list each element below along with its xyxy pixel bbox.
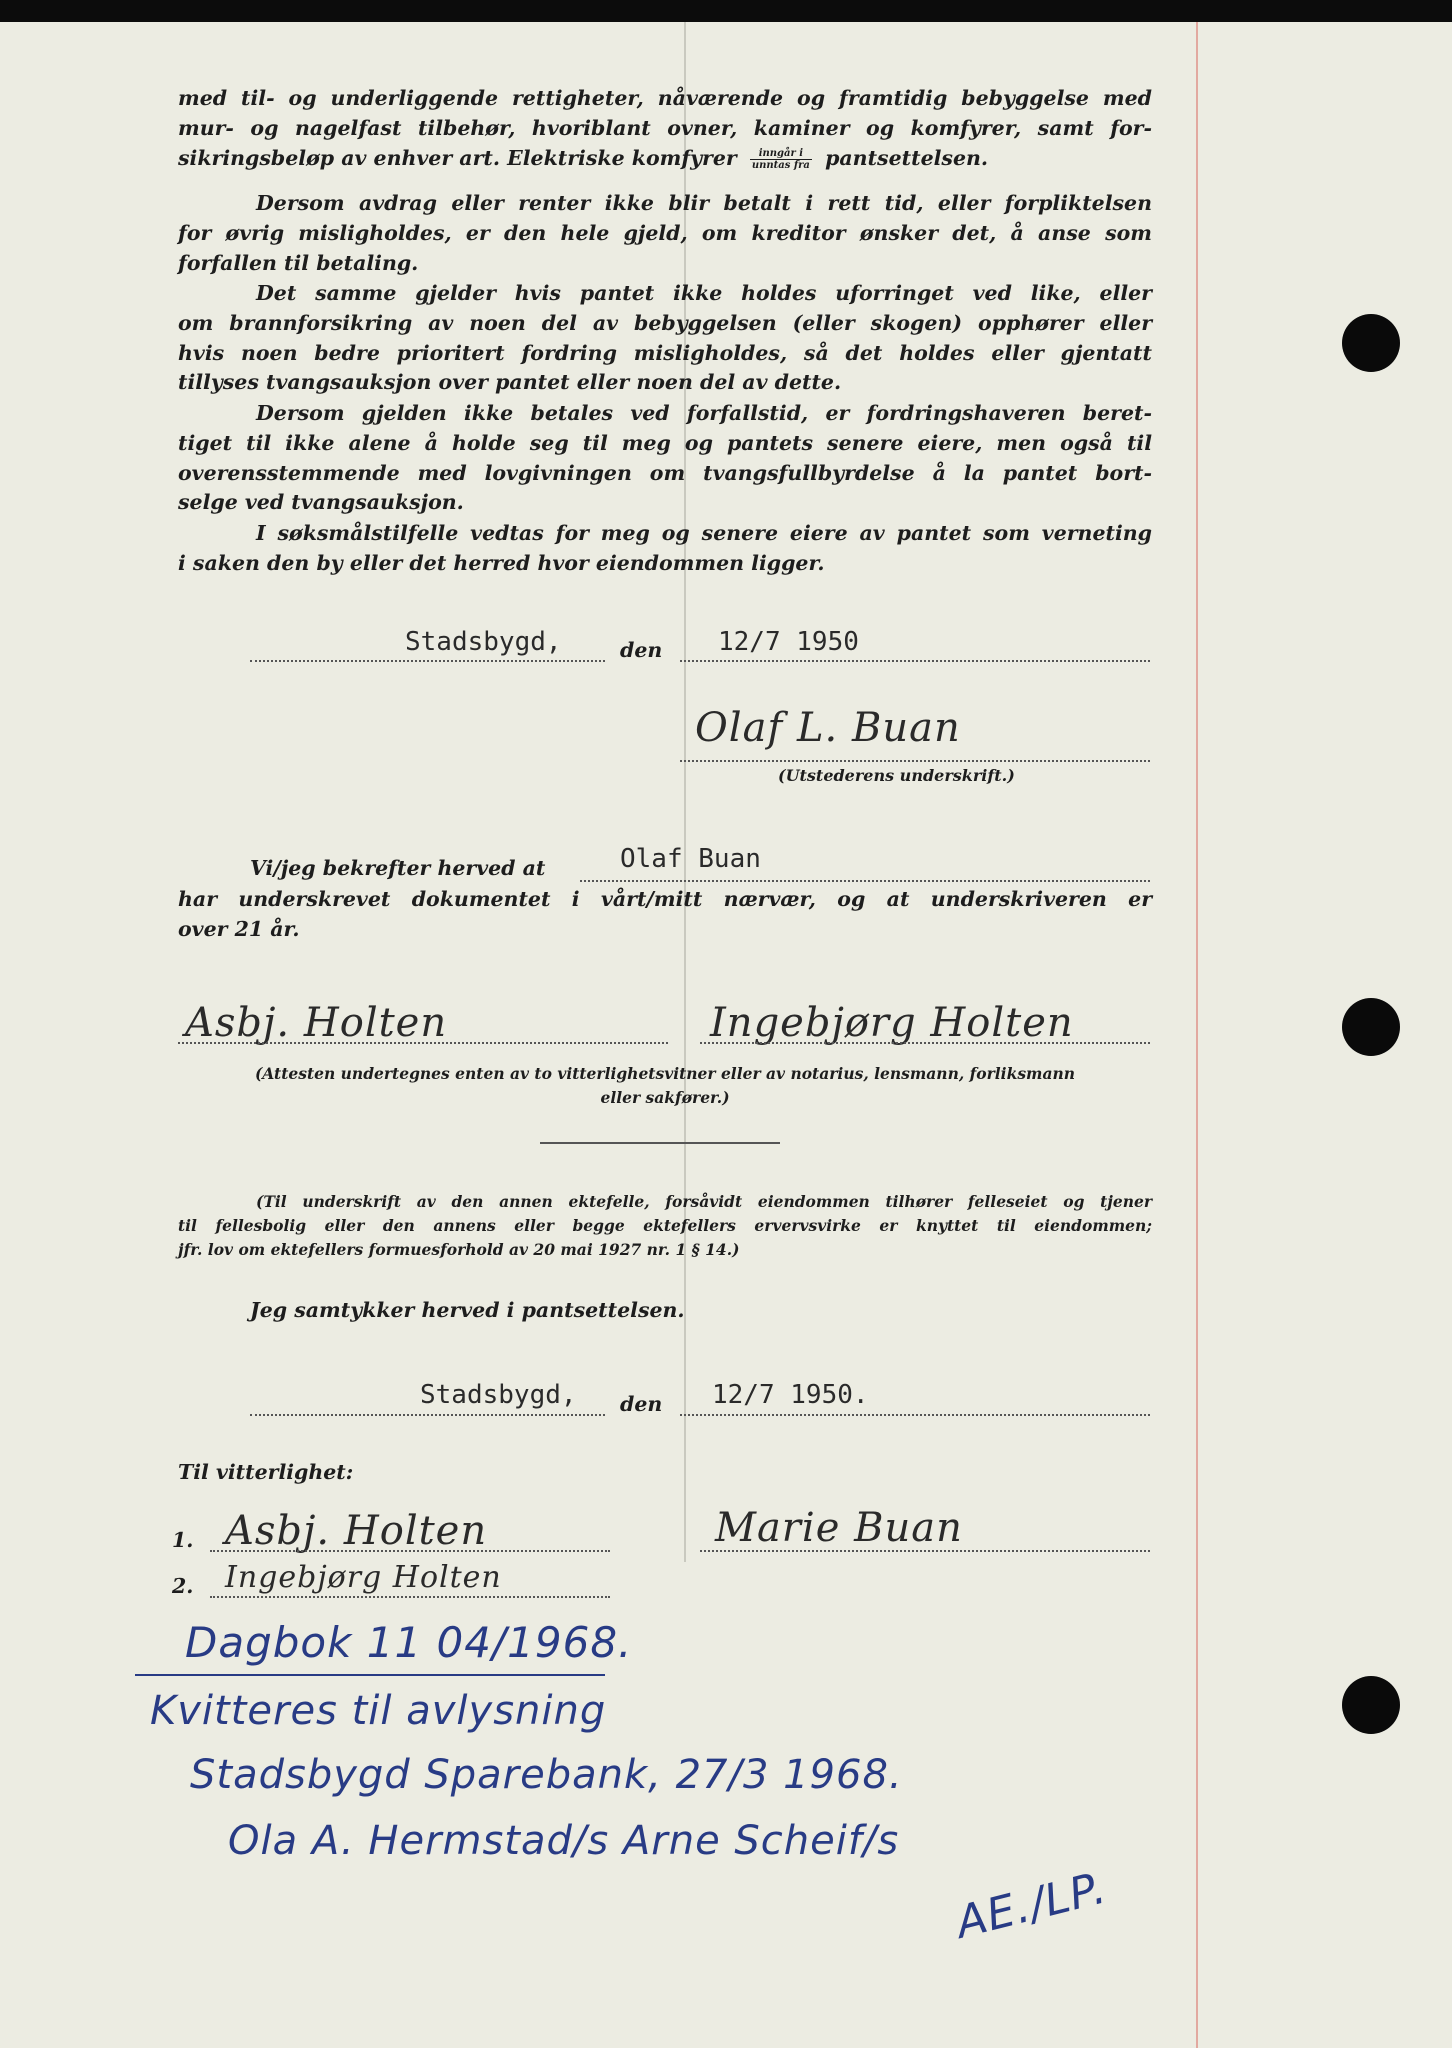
fraction-top: inngår i bbox=[750, 148, 812, 160]
text-line: (Attesten undertegnes enten av to vitterlighetsvitner eller av notarius, lensmann, forliksmann bbox=[254, 1064, 1076, 1083]
text-line: har underskrevet dokumentet i vårt/mitt nærvær, og at underskriveren er bbox=[178, 887, 1152, 911]
confirmed-name: Olaf Buan bbox=[620, 844, 761, 874]
confirm-text bbox=[178, 885, 1152, 945]
text-line: overensstemmende med lovgivningen om tvangsfullbyrdelse å la pantet bort- bbox=[178, 460, 1152, 485]
text-line: i saken den by eller det herred hvor eiendommen ligger. bbox=[178, 550, 825, 575]
vitterlighet-witness-2: Ingebjørg Holten bbox=[225, 1560, 502, 1595]
vitterlighet-witness-1: Asbj. Holten bbox=[225, 1508, 488, 1554]
scan-top-edge bbox=[0, 0, 1452, 22]
place-text: Stadsbygd, bbox=[405, 627, 562, 657]
paragraph-4 bbox=[178, 399, 1152, 518]
text-line: tiget til ikke alene å holde seg til meg og pantets senere eiere, men også til bbox=[178, 430, 1152, 455]
place-dotted-line bbox=[250, 660, 605, 662]
text-line: selge ved tvangsauksjon. bbox=[178, 490, 464, 515]
vitterlighet-label: Til vitterlighet: bbox=[178, 1460, 354, 1484]
spouse-note bbox=[178, 1190, 1152, 1262]
dagbok-note: Dagbok 11 04/1968. bbox=[185, 1618, 633, 1667]
witness-number-1: 1. bbox=[172, 1528, 194, 1552]
name-dotted-line bbox=[580, 880, 1150, 882]
spouse-signature: Marie Buan bbox=[715, 1505, 963, 1551]
witness-number-2: 2. bbox=[172, 1574, 194, 1598]
consent-text: Jeg samtykker herved i pantsettelsen. bbox=[250, 1298, 685, 1322]
text-line: Dersom avdrag eller renter ikke blir betalt i rett tid, eller forpliktelsen bbox=[256, 191, 1152, 215]
text-line: Dersom gjelden ikke betales ved forfallstid, er fordringshaveren beret- bbox=[256, 401, 1152, 425]
kvitteres-note: Kvitteres til avlysning bbox=[150, 1688, 607, 1734]
text-line: jfr. lov om ektefellers formuesforhold av 20 mai 1927 nr. 1 § 14.) bbox=[178, 1240, 740, 1259]
sparebank-note: Stadsbygd Sparebank, 27/3 1968. bbox=[190, 1752, 903, 1798]
text-line: I søksmålstilfelle vedtas for meg og senere eiere av pantet som verneting bbox=[256, 521, 1152, 545]
place-dotted-line-2 bbox=[250, 1414, 605, 1416]
date-text: 12/7 1950 bbox=[718, 627, 859, 657]
issuer-caption: (Utstederens underskrift.) bbox=[778, 766, 1015, 785]
text-line: med til- og underliggende rettigheter, nåværende og framtidig bebyggelse med bbox=[178, 86, 1152, 110]
text-line: for øvrig misligholdes, er den hele gjeld, om kreditor ønsker det, å anse som bbox=[178, 220, 1152, 245]
dagbok-underline bbox=[135, 1674, 605, 1676]
den-label-2: den bbox=[620, 1392, 663, 1416]
text-line: mur- og nagelfast tilbehør, hvoriblant ovner, kaminer og komfyrer, samt for- bbox=[178, 115, 1152, 140]
signatories-note: Ola A. Hermstad/s Arne Scheif/s bbox=[228, 1818, 900, 1864]
confirm-prefix: Vi/jeg bekrefter herved at bbox=[250, 856, 546, 880]
text-line: (Til underskrift av den annen ektefelle, forsåvidt eiendommen tilhører felleseiet og tjener bbox=[256, 1192, 1152, 1211]
text-line: over 21 år. bbox=[178, 916, 300, 941]
punch-hole-2 bbox=[1342, 998, 1400, 1056]
paragraph-3 bbox=[178, 279, 1152, 398]
text-line: tillyses tvangsauksjon over pantet eller noen del av dette. bbox=[178, 370, 842, 395]
witness-2-signature: Ingebjørg Holten bbox=[710, 1000, 1074, 1046]
inngar-unntas-fraction bbox=[750, 148, 812, 171]
attest-note bbox=[178, 1062, 1152, 1110]
initials-note: AE./LP. bbox=[951, 1862, 1112, 1949]
paragraph-2 bbox=[178, 189, 1152, 278]
margin-line bbox=[1196, 22, 1198, 2048]
fraction-bottom: unntas fra bbox=[751, 159, 810, 171]
issuer-signature: Olaf L. Buan bbox=[695, 705, 961, 751]
place-text-2: Stadsbygd, bbox=[420, 1380, 577, 1410]
date-text-2: 12/7 1950. bbox=[712, 1380, 869, 1410]
paragraph-5 bbox=[178, 519, 1152, 579]
date-dotted-line-2 bbox=[680, 1414, 1150, 1416]
text-line: eller sakfører.) bbox=[600, 1088, 730, 1107]
text-line: til fellesbolig eller den annens eller begge ektefellers ervervsvirke er knyttet til eiendommen; bbox=[178, 1216, 1152, 1235]
text-segment: sikringsbeløp av enhver art. Elektriske komfyrer bbox=[178, 145, 737, 170]
section-divider bbox=[540, 1142, 780, 1144]
text-segment: pantsettelsen. bbox=[825, 145, 989, 170]
signature-dotted-line bbox=[680, 760, 1150, 762]
text-line: Det samme gjelder hvis pantet ikke holdes uforringet ved like, eller bbox=[256, 281, 1152, 305]
text-line: hvis noen bedre prioritert fordring misligholdes, så det holdes eller gjentatt bbox=[178, 340, 1152, 365]
punch-hole-3 bbox=[1342, 1676, 1400, 1734]
vitterlighet-line-1 bbox=[210, 1550, 610, 1552]
text-line: forfallen til betaling. bbox=[178, 250, 419, 275]
paragraph-1 bbox=[178, 84, 1152, 173]
text-line: om brannforsikring av noen del av bebyggelsen (eller skogen) opphører eller bbox=[178, 310, 1152, 335]
den-label: den bbox=[620, 638, 663, 662]
vitterlighet-line-2 bbox=[210, 1596, 610, 1598]
spouse-signature-line bbox=[700, 1550, 1150, 1552]
text-line-with-fraction bbox=[178, 144, 1152, 174]
date-dotted-line bbox=[680, 660, 1150, 662]
witness-2-dotted-line bbox=[700, 1042, 1150, 1044]
punch-hole-1 bbox=[1342, 314, 1400, 372]
witness-1-signature: Asbj. Holten bbox=[185, 1000, 448, 1046]
witness-1-dotted-line bbox=[178, 1042, 668, 1044]
